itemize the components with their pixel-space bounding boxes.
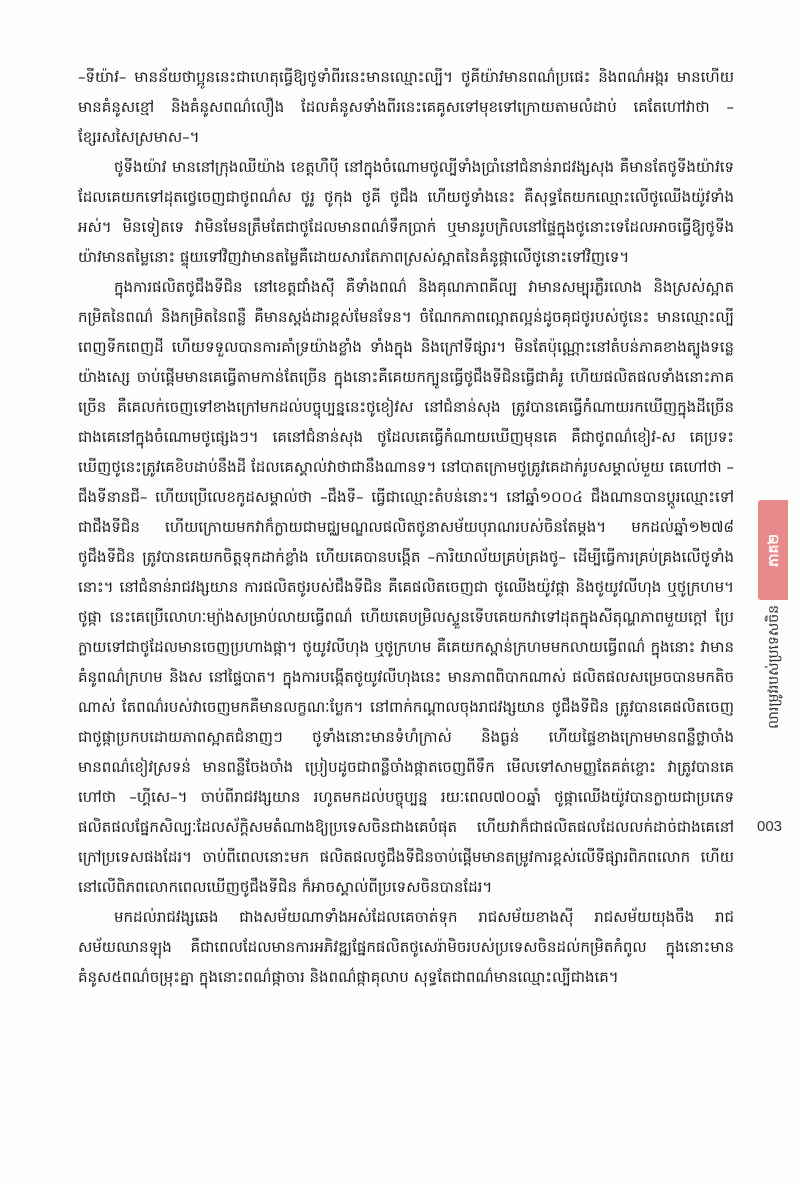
paragraph-2: ថូទីងយ៉ាវ មាននៅក្រុងឈីយ៉ាង ខេត្តហឺប៉ី នៅក្នុងចំណោមថូល្បីទាំងប្រាំនៅជំនាន់រាជវង្សសុង គឺមានតែថូទីងយ៉ាវទេដែលគេយកទៅដុតថ្វេចេញជាថូពណ៌ស ថូរូ ថូកុង ថូគី ថូជឹង ហើយថូទាំងនេះ គឺសុទ្ធតែយកឈ្មោះលើថូឈើងយ៉ូវទាំង អស់។ មិនទៀតទេ វាមិនមែនត្រឹមតែជាថូដែលមានពណ៌ទឹកប្រាក់ ឬមានរូបក្រិលនៅផ្ទៃក្នុងថូនោះទេដែលអាចធ្វើឱ្យថូទីងយ៉ាវមានតម្លៃនោះ ផ្ទុយទៅវិញវាមានតម្លៃគឺដោយសារតែភាពស្រស់ស្អាតនៃគំនូផ្កាលើថូនោះទៅវិញទេ។ [78,158,734,266]
paragraph-4: មកដល់រាជវង្សឆេង ជាងសម័យណាទាំងអស់ដែលគេចាត់ទុក រាជសម័យខាងស៊ី រាជសម័យយុងចឹង រាជសម័យឈានឡុង គឺជាពេលដែលមានការអភិវឌ្ឍផ្នែកផលិតថូសេរ៉ាមិចរបស់ប្រទេសចិនដល់កម្រិតកំពូល ក្នុងនោះមានគំនូស៥ពណ៌ចម្រុះគ្នា ក្នុងនោះពណ៌ផ្កាចារ និងពណ៌ផ្កាគុលាប សុទ្ធតែជាពណ៌មានឈ្មោះល្បីជាងគេ។ [78,908,734,986]
running-side-title [760,605,786,805]
page-number: 003 [757,818,783,835]
paragraph-1: –ទីយ៉ាវ– មានន័យថាប្អូននេះជាហេតុធ្វើឱ្យថូទាំពីរនេះមានឈ្មោះល្បី។ ថូគីយ៉ាវមានពណ៌ប្រផេះ និងពណ៌អង្ករ មានហើយមានគំនូសខ្មៅ និងគំនូសពណ៌លឿង ដែលគំនូសទាំងពីរនេះគេគូសទៅមុខទៅក្រោយតាមលំដាប់ គេតែហៅវាថា –ខ្សែរសសៃស្រមាស–។ [78,68,734,146]
paragraph-3: ក្នុងការផលិតថូជឹងទីជិន នៅខេត្តជាំងស៊ី គឺទាំងពណ៌ និងគុណភាពគីល្ប វាមានសម្បុរភ្លឺរលោង និងស្រស់ស្អាត កម្រិតនៃពណ៌ និងកម្រិតនៃពន្លឺ គឺមានស្តង់ដារខ្ពស់មែនទែន។ ចំណែកភាពល្អោតល្អន់ដូចគុជថូរបស់ថូនេះ មានឈ្មោះល្បីពេញទីកពេញដី ហើយទទួលបានការគាំទ្រយ៉ាងខ្លាំង ទាំងក្នុង និងក្រៅទីផ្សារ។ មិនតែប៉ុណ្ណោះនៅតំបន់ភាគខាងត្បូងទន្លេយ៉ាងស្សេ ចាប់ផ្តើមមានគេធ្វើតាមកាន់តែច្រើន ក្នុងនោះគឺគេយកក្បូនធ្វើថូជឹងទីជិនធ្វើជាគំរូ ហើយផលិតផលទាំងនោះភាគច្រើន គឺគេលក់ចេញទៅខាងក្រៅមកដល់បច្ចុប្បន្ននេះថូខៀវស នៅជំនាន់សុង ត្រូវបានគេធ្វើកំណាយរកឃើញក្នុងដីច្រើនជាងគេនៅក្នុងចំណោមថូផ្សេងៗ។ គេនៅជំនាន់សុង ថូដែលគេធ្វើកំណាយឃើញមុនគេ គឺជាថូពណ៌ខៀវ-ស គេប្រទះឃើញថូនេះត្រូវគេខិបដាប់នឹងដី ដែលគេស្គាល់វាថាជានឹងណានទ។ នៅបាតក្រោមថូត្រូវគេដាក់រូបសម្គាល់មួយ គេហៅថា –ជឹងទីនានជី– ហើយប្រើលេខកូដសម្គាល់ថា –ជឹងទី– ធ្វើជាឈ្មោះតំបន់នោះ។ នៅឆ្នាំ១០០៤ ជឹងណានបានប្តូរឈ្មោះទៅជាជឹងទីជិន ហើយក្រោយមកវាក៏ក្លាយជាមជ្ឈមណ្ឌលផលិតថូនាសម័យបុរាណរបស់ចិនតែម្តង។ មកដល់ឆ្នាំ១២៧៨ ថូជឹងទីជិន ត្រូវបានគេយកចិត្តទុកដាក់ខ្លាំង ហើយគេបានបង្កើត –ការិយាល័យគ្រប់គ្រងថូ– ដើម្បីធ្វើការគ្រប់គ្រងលើថូទាំងនោះ។ នៅជំនាន់រាជវង្សយាន ការផលិតថូរបស់ជឹងទីជិន គឺគេផលិតចេញជា ថូឈើងយ៉ូវផ្កា និងថូយូវលីហុង ឬថូក្រហម។ ថូផ្កា នេះគេប្រើលោហៈម្យ៉ាងសម្រាប់លាយធ្វើពណ៌ ហើយគេបម្រិលស្ទួនទើបគេយកវាទៅដុតក្នុងសីតុណ្ហភាពមួយក្តៅ ប្រែក្លាយទៅជាថូដែលមានចេញប្រហាងផ្កា។ ថូយូវលីហុង ឬថូក្រហម គឺគេយកស្ពាន់ក្រហមមកលាយធ្វើពណ៌ ក្នុងនោះ វាមានគំនូពណ៌ក្រហម និងស នៅផ្ទៃបាត។ ក្នុងការបង្កើតថូយូវលីហុងនេះ មានភាពពិបាកណាស់ ផលិតផលសម្រេចបានមកតិចណាស់ តែពណ៌របស់វាចេញមកគឺមានលក្ខណៈប្លែក។ នៅពាក់កណ្តាលចុងរាជវង្សយាន ថូជឹងទីជិន ត្រូវបានគេផលិតចេញជាថូផ្កាប្រកបដោយភាពស្អាតជំនាញៗ ថូទាំងនោះមានទំហំក្រាស់ និងធ្ងន់ ហើយផ្ទៃខាងក្រោមមានពន្លឺថ្លាចាំងមានពណ៌ខៀវស្រទន់ មានពន្លឺចែងចាំង ប្រៀបដូចជាពន្លឺចាំងផ្កាតចេញពីទឹក មើលទៅសាមញ្ញតែគត់ខ្ចោះ វាត្រូវបានគេហៅថា –ហ្គីសេ–។ ចាប់ពីរាជវង្សយាន រហូតមកដល់បច្ចុប្បន្ន រយៈពេល៧០០ឆ្នាំ ថូផ្កាឈើងយ៉ូវបានក្លាយជាប្រភេទផលិតផលផ្នែកសិល្បៈដែលស័ក្តិសមតំណាងឱ្យប្រទេសចិនជាងគេបំផុត ហើយវាក៏ជាផលិតផលដែលលក់ដាច់ជាងគេនៅក្រៅប្រទេសផងដែរ។ ចាប់ពីពេលនោះមក ផលិតផលថូជឹងទីជិនចាប់ផ្តើមមានតម្រូវការខ្ពស់លើទីផ្សារពិភពលោក ហើយនៅលើពិភពលោកពេលឃើញថូជឹងទីជិន ក៏អាចស្គាល់ពីប្រទេសចិនបានដែរ។ [78,278,734,896]
body-text [78,62,734,992]
running-side-title-text: លារម្រូវរបស់ប្រទេសចិន [765,605,782,729]
chapter-tab-label: ភាគ២ [765,533,782,567]
chapter-tab [758,500,788,600]
